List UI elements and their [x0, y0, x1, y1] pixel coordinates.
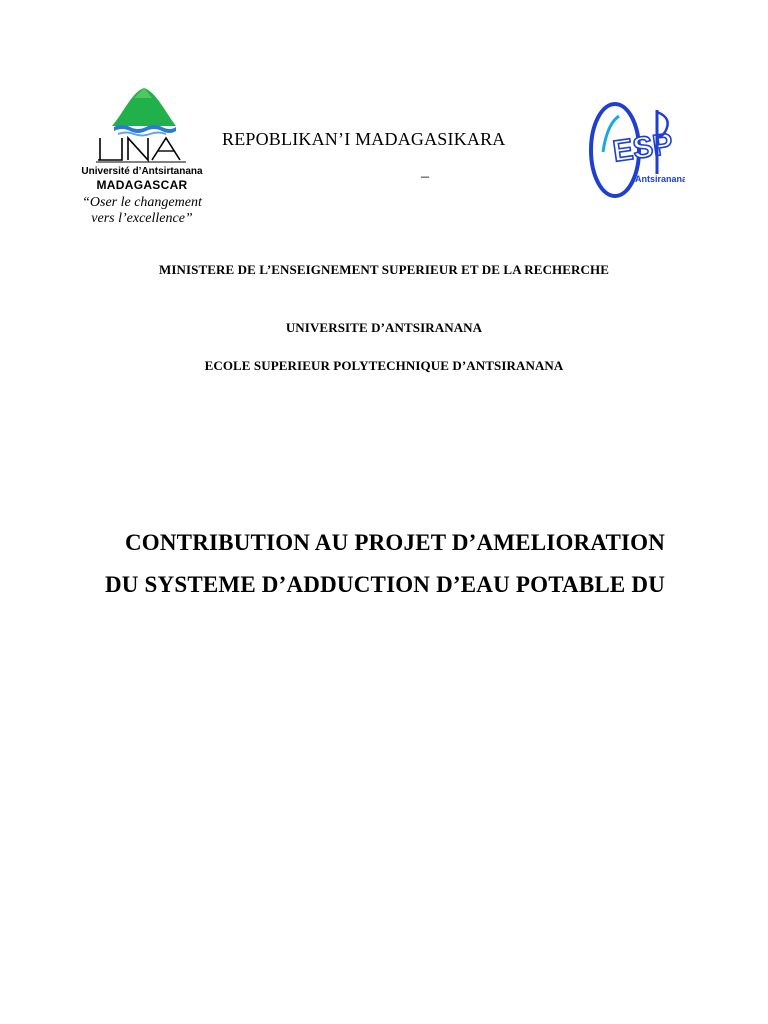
document-title-line1: CONTRIBUTION AU PROJET D’AMELIORATION: [124, 530, 666, 555]
esp-logo: [585, 100, 685, 204]
una-slogan-line2: vers l’excellence”: [91, 211, 193, 226]
university-line: UNIVERSITE D’ANTSIRANANA: [285, 320, 483, 335]
una-slogan: [62, 195, 222, 227]
republic-heading: REPOBLIKAN’I MADAGASIKARA: [222, 129, 506, 149]
document-title-line2: DU SYSTEME D’ADDUCTION D’EAU POTABLE DU: [104, 572, 666, 597]
una-mountain-logo-icon: [94, 84, 192, 166]
una-logo: [62, 84, 222, 234]
header-separator: –: [421, 168, 429, 185]
school-line: ECOLE SUPERIEUR POLYTECHNIQUE D’ANTSIRANANA: [204, 358, 564, 373]
una-country: MADAGASCAR: [96, 178, 188, 192]
una-slogan-line1: “Oser le changement: [82, 195, 202, 210]
esp-logo-icon: [585, 100, 685, 204]
esp-logo-subtitle: Antsiranana: [635, 174, 685, 184]
svg-text:ESP: ESP: [610, 127, 675, 169]
ministry-line: MINISTERE DE L’ENSEIGNEMENT SUPERIEUR ET DE LA RECHERCHE: [159, 262, 609, 277]
una-university-name: Université d’Antsirtanana: [81, 166, 203, 177]
